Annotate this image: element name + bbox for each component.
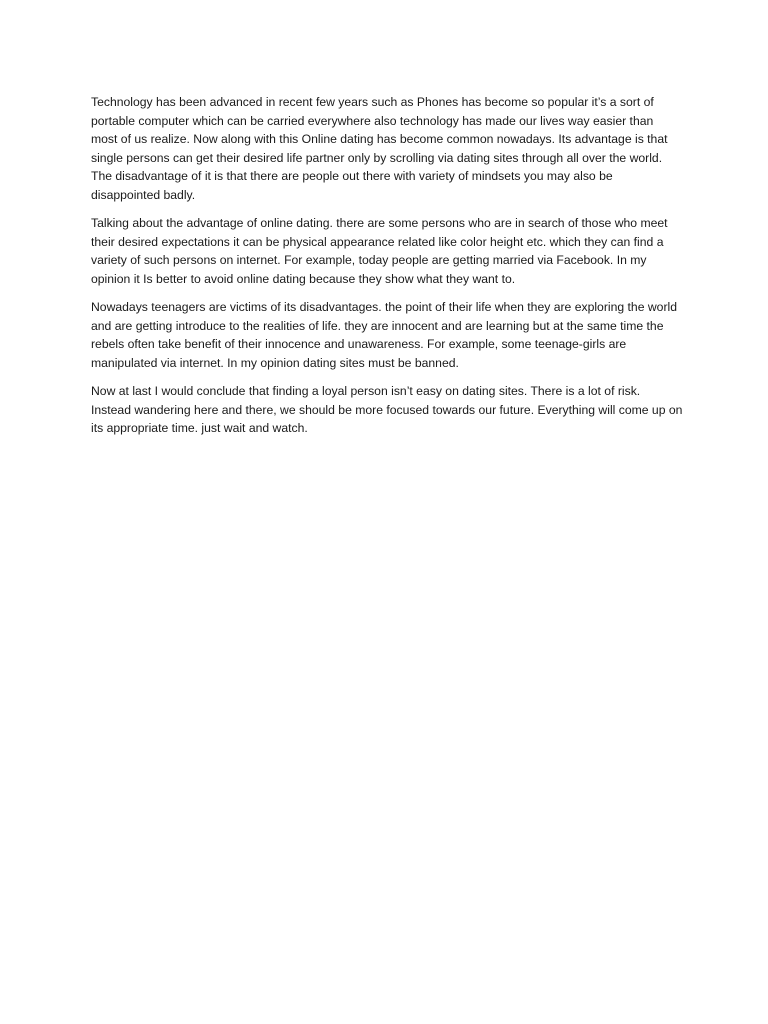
paragraph-3: Nowadays teenagers are victims of its disadvantages. the point of their life when they are exploring the world and are getting introduce to the realities of life. they are innocent and are learning but at the same time the rebels often take benefit of their innocence and unawareness. For example, some teenage-girls are manipulated via internet. In my opinion dating sites must be banned.: [91, 300, 677, 370]
paragraph-1: Technology has been advanced in recent few years such as Phones has become so popular it’s a sort of portable computer which can be carried everywhere also technology has made our lives way easier than most of us realize. Now along with this Online dating has become common nowadays. Its advantage is that single persons can get their desired life partner only by scrolling via dating sites through all over the world. The disadvantage of it is that there are people out there with variety of mindsets you may also be disappointed badly.: [91, 95, 668, 202]
essay-body: [91, 93, 683, 448]
paragraph-2: Talking about the advantage of online dating. there are some persons who are in search of those who meet their desired expectations it can be physical appearance related like color height etc. which they can find a variety of such persons on internet. For example, today people are getting married via Facebook. In my opinion it Is better to avoid online dating because they show what they want to.: [91, 216, 668, 286]
paragraph-4: Now at last I would conclude that finding a loyal person isn’t easy on dating sites. There is a lot of risk. Instead wandering here and there, we should be more focused towards our future. Everything will come up on its appropriate time. just wait and watch.: [91, 384, 683, 435]
